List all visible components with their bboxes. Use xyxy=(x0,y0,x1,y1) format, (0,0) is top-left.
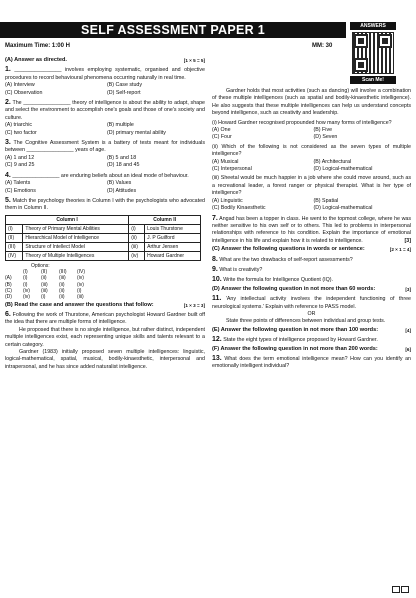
question-6-i-options: (A) One (B) Five (C) Four (D) Seven xyxy=(212,127,338,141)
answers-label: ANSWERS xyxy=(350,22,396,30)
table-row: (I) Theory of Primary Mental Abilities (i) Louis Thurstone xyxy=(6,224,201,233)
question-12: 12. State the eight types of intelligence proposed by Howard Gardner. xyxy=(212,336,378,344)
question-6-iii: (iii) Sheetal would be much happier in a job where she could move around, such as a recreational leader, a forest ranger or physical therapist. What is her type of intelligence? xyxy=(212,175,411,197)
table-row: (IV) Theory of Multiple Intelligences (iv) Howard Gardner xyxy=(6,251,201,260)
section-d-heading: (D) Answer the following question in not more than 60 words: [3] xyxy=(212,285,411,292)
case-paragraph: He proposed that there is no single intelligence, but rather distinct, independent multiple intelligences exist, each representing unique skills and talents relevant to a certain category. xyxy=(5,326,205,348)
case-paragraph: Gardner holds that most activities (such as dancing) will involve a combination of these multiple intelligences (such as spatial and bodily-kinaesthetic intelligence). He also suggests that these multiple intelligences can help us understand concepts beyond intelligence, such as creativity and leadership. xyxy=(212,88,411,117)
max-time: Maximum Time: 1:00 H xyxy=(5,43,70,49)
code-row: (B) (i) (iii) (ii) (iv) xyxy=(5,281,84,288)
or-divider: OR xyxy=(307,310,316,317)
paper-title: SELF ASSESSMENT PAPER 1 xyxy=(0,22,346,38)
section-c-heading: (C) Answer the following questions in words or sentence: [2 × 1 = 4] xyxy=(212,246,411,253)
match-table xyxy=(5,215,201,261)
section-f-heading: (F) Answer the following question in not more than 200 words: [6] xyxy=(212,345,411,352)
max-marks: MM: 30 xyxy=(312,43,333,49)
question-6-ii: (ii) Which of the following is not considered as the seven types of multiple intelligence? xyxy=(212,143,411,158)
question-11: 11. 'Any intellectual activity involves the independent functioning of three neurological systems.' Explain with reference to PASS model. xyxy=(212,295,411,310)
table-row: (II) Hierarchical Model of Intelligence (ii) J. P Guilford xyxy=(6,233,201,242)
answer-boxes-icon xyxy=(392,580,410,586)
left-column xyxy=(5,56,205,371)
question-6-i: (i) Howard Gardner recognised propounded how many forms of intelligence? xyxy=(212,119,392,126)
scan-me-label: Scan Me! xyxy=(350,76,396,84)
question-7: 7. Angad has been a topper in class. He went to the topmost college, where he was neither sensitive to his own self or to others. This led to problems in interpersonal relationships with reference to his condition. Explain the importance of emotional intelligence in his life and explain how it is related to intelligence. [3] xyxy=(212,214,411,244)
question-4-options: (A) Talents (B) Values (C) Emotions (D) Attitudes xyxy=(5,180,137,194)
question-10: 10. Write the formula for Intelligence Quotient (IQ). xyxy=(212,276,333,284)
code-row: (A) (i) (ii) (iii) (iv) xyxy=(5,275,84,282)
section-a-heading: (A) Answer as directed. [1 × 5 = 5] xyxy=(5,57,205,63)
right-column xyxy=(212,88,411,371)
question-2: 2. The ________________ theory of intelligence is about the ability to adapt, shape and select the environment to accomplish one's goals and those of one's society and culture. xyxy=(5,99,205,121)
answers-qr-panel[interactable] xyxy=(350,22,396,84)
question-11-alt: State three points of differences between individual and group tests. xyxy=(226,318,386,325)
column-1-header: Column I xyxy=(6,215,129,224)
section-e-heading: (E) Answer the following question in not more than 100 words: [4] xyxy=(212,326,411,333)
question-6-ii-options: (A) Musical (B) Architectural (C) Interpersonal (D) Logical-mathematical xyxy=(212,158,373,173)
question-13: 13. What does the term emotional intelligence mean? How can you identify an emotionally intelligent individual? xyxy=(212,355,411,370)
case-paragraph: Gardner (1983) initially proposed seven multiple intelligences: linguistic, logical-mathematical, spatial, musical, bodily-kinaesthetic, interpersonal and intrapersonal, and he has since added naturalist intelligence. xyxy=(5,348,205,370)
code-row: (D) (iv) (i) (ii) (iii) xyxy=(5,294,84,301)
qr-code-icon[interactable] xyxy=(352,32,394,74)
code-header: (I) (II) (III) (IV) xyxy=(23,269,86,276)
question-9: 9. What is creativity? xyxy=(212,265,263,273)
question-1: 1. ________________ involves employing systematic, organised and objective procedures to record behavioural phenomena occurring naturally in real time. xyxy=(5,66,205,81)
column-2-header: Column II xyxy=(129,215,201,224)
code-row: (C) (iv) (iii) (ii) (i) xyxy=(5,287,82,294)
match-codes: Options: (I) (II) (III) (IV) (A) (i) (ii) (iii) (iv) (B) (i) (iii) (ii) (iv) (C) (iv) (iii) (ii) (i) (D) (iv) (i) (ii) (iii) xyxy=(5,263,205,301)
question-3: 3. The Cognitive Assessment System is a battery of tests meant for individuals between ________________ years of age. xyxy=(5,139,205,154)
table-row: (III) Structure of Intellect Model (iii) Arthur Jensen xyxy=(6,242,201,251)
section-b-heading: (B) Read the case and answer the questions that follow: [1 × 3 = 3] xyxy=(5,301,205,308)
question-6-iii-options: (A) Linguistic (B) Spatial (C) Bodily Kinaesthetic (D) Logical-mathematical xyxy=(212,197,373,212)
question-3-options: (A) 1 and 12 (B) 5 and 18 (C) 9 and 25 (D) 18 and 45 xyxy=(5,154,140,169)
question-1-options: (A) Interview (B) Case study (C) Observation (D) Self-report xyxy=(5,82,143,96)
question-4: 4. ________________ are enduring beliefs about an ideal mode of behaviour. xyxy=(5,171,189,179)
question-8: 8. What are the two drawbacks of self-report assessments? xyxy=(212,255,353,263)
question-5: 5. Match the psychology theories in Column I with the psychologists who advocated them in Column II. xyxy=(5,196,205,212)
question-2-options: (A) triarchic (B) multiple (C) two factor (D) primary mental ability xyxy=(5,122,166,136)
question-6: 6. Following the work of Thurstone, American psychologist Howard Gardner built off the idea that there are multiple forms of intelligence. xyxy=(5,310,205,326)
